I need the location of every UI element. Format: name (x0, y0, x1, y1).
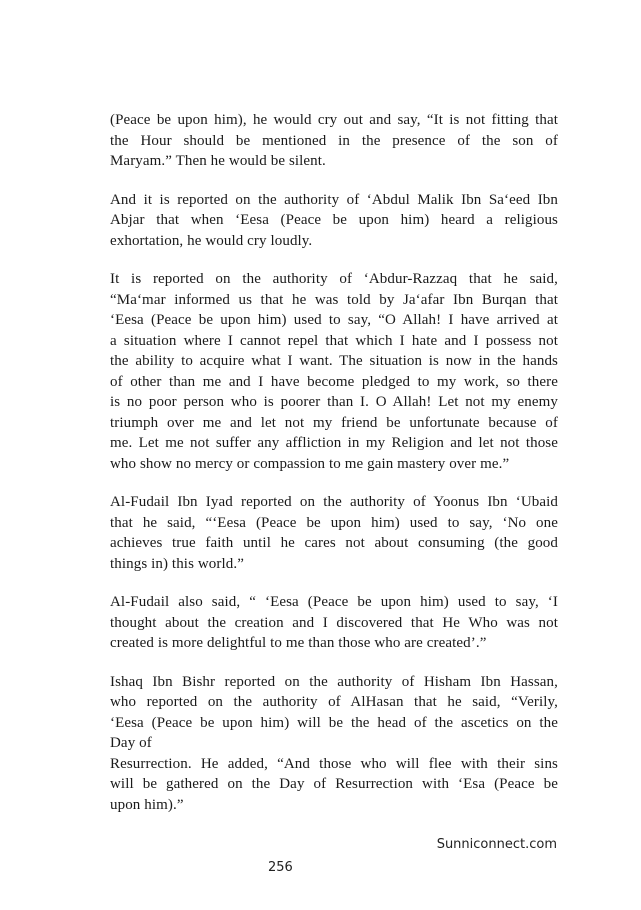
page-body (110, 110, 558, 833)
text-line: Maryam.” Then he would be silent. (110, 153, 326, 169)
paragraph-4 (110, 492, 558, 574)
text-line: of other than me and I have become pledged to my work, so there (110, 373, 558, 390)
paragraph-1 (110, 110, 558, 172)
text-line: It is reported on the authority of ‘Abdur-Razzaq that he said, (110, 271, 558, 287)
text-line: And it is reported on the authority of ‘Abdul Malik Ibn Sa‘eed Ibn (110, 191, 558, 208)
paragraph-5 (110, 592, 558, 654)
text-line: (Peace be upon him), he would cry out and say, “It is not fitting that (110, 112, 558, 128)
text-line: Abjar that when ‘Eesa (Peace be upon him) heard a religious (110, 212, 558, 228)
text-line: exhortation, he would cry loudly. (110, 232, 313, 249)
text-line: upon him).” (110, 796, 184, 813)
text-line: who show no mercy or compassion to me gain mastery over me.” (110, 455, 510, 472)
paragraph-2 (110, 190, 558, 252)
text-line: will be gathered on the Day of Resurrection with ‘Esa (Peace be (110, 776, 558, 792)
text-line: that he said, “‘Eesa (Peace be upon him) used to say, ‘No one (110, 514, 558, 531)
text-line: Ishaq Ibn Bishr reported on the authority of Hisham Ibn Hassan, (110, 673, 558, 690)
text-line: me. Let me not suffer any affliction in my Religion and let not those (110, 435, 558, 451)
text-line: triumph over me and let not my friend be unfortunate because of (110, 414, 558, 431)
text-line: ‘Eesa (Peace be upon him) will be the head of the ascetics on the (110, 714, 558, 731)
text-line: Resurrection. He added, “And those who will flee with their sins (110, 755, 558, 772)
text-line: ‘Eesa (Peace be upon him) used to say, “O Allah! I have arrived at (110, 312, 558, 328)
text-line: Day of (110, 735, 152, 751)
text-line: Al-Fudail also said, “ ‘Eesa (Peace be upon him) used to say, ‘I (110, 594, 558, 610)
text-line: created is more delightful to me than those who are created’.” (110, 635, 487, 651)
text-line: thought about the creation and I discovered that He Who was not (110, 614, 558, 631)
text-line: things in) this world.” (110, 555, 244, 572)
text-line: the ability to acquire what I want. The situation is now in the hands (110, 353, 558, 369)
text-line: Al-Fudail Ibn Iyad reported on the authority of Yoonus Ibn ‘Ubaid (110, 494, 558, 510)
text-line: achieves true faith until he cares not about consuming (the good (110, 535, 558, 551)
paragraph-3 (110, 269, 558, 474)
text-line: who reported on the authority of AlHasan that he said, “Verily, (110, 694, 558, 710)
text-line: is no poor person who is poorer than I. O Allah! Let not my enemy (110, 394, 558, 410)
text-line: a situation where I cannot repel that which I hate and I possess not (110, 332, 558, 349)
text-line: “Ma‘mar informed us that he was told by Ja‘afar Ibn Burqan that (110, 291, 558, 308)
paragraph-6 (110, 672, 558, 816)
footer-site-name: Sunniconnect.com (436, 837, 557, 852)
page-number: 256 (268, 860, 293, 875)
text-line: the Hour should be mentioned in the presence of the son of (110, 132, 558, 149)
